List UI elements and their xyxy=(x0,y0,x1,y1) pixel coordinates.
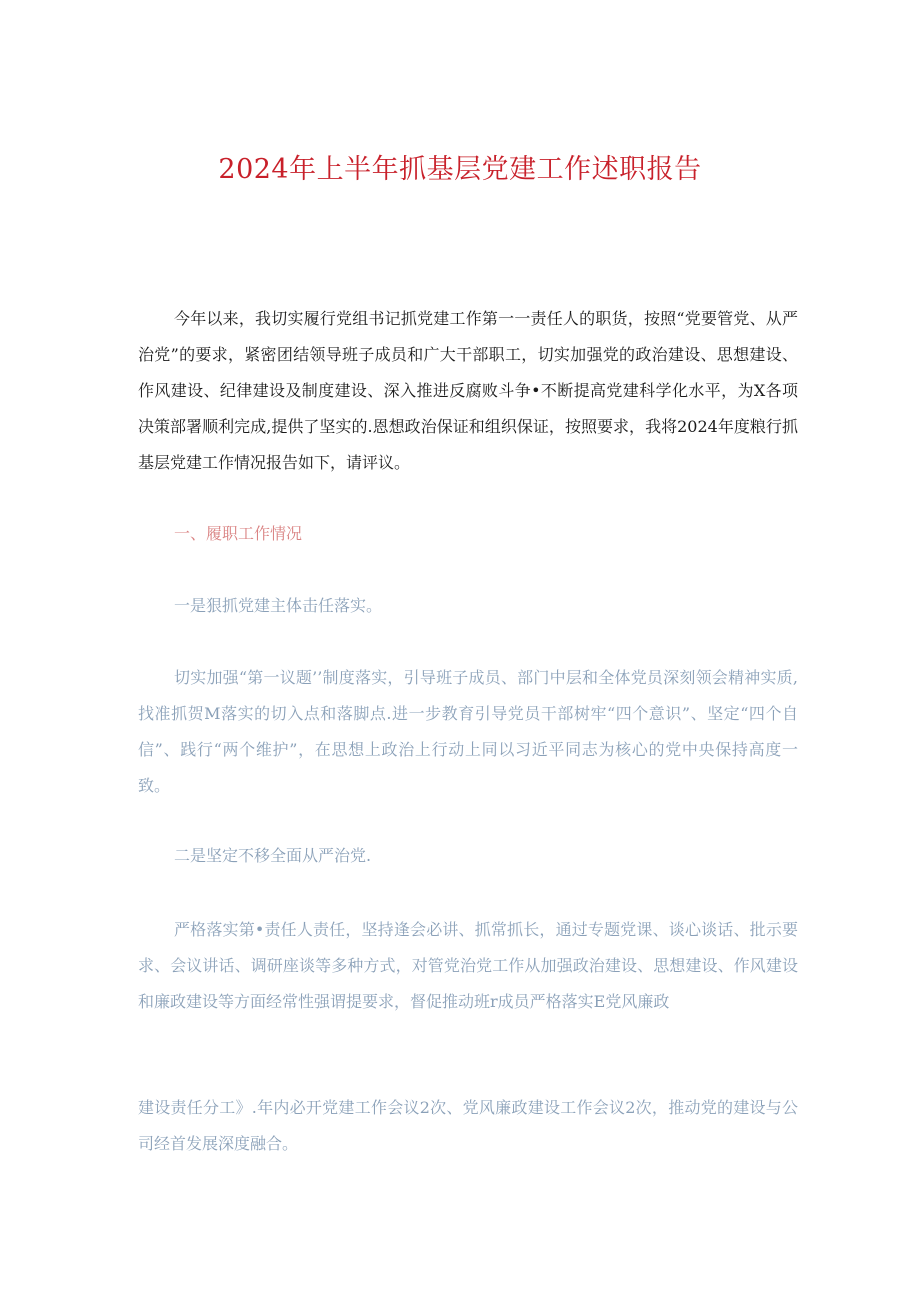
section-heading-performance: 一、履职工作情况 xyxy=(174,524,303,543)
subheading-strict-governance: 二是坚定不移全面从严治党. xyxy=(174,846,372,865)
paragraph-strict-governance: 严格落实第•责任人责任，坚持逢会必讲、抓常抓长，通过专题党课、谈心谈话、批示要求、会议讲话、调研座谈等多种方式，对管党治党工作从加强政治建设、思想建设、作风建设和廉政建设等方面经常性强谓提要求，督促推动班r成员严格落实E党风廉政 xyxy=(138,920,798,1011)
paragraph-responsibility: 切实加强“第一议题’’制度落实，引导班子成员、部门中层和全体党员深刻领会精神实质,找准抓贺M落实的切入点和落脚点.进一步教育引导党员干部树牢“四个意识”、坚定“四个自信”、践行“两个维护”，在思想上政治上行动上同以习近平同志为核心的党中央保持高度一致。 xyxy=(138,668,798,795)
paragraph-strict-governance-continued: 建设责任分工》.年内必开党建工作会议2次、党风廉政建设工作会议2次，推动党的建设与公司经首发展深度融合。 xyxy=(138,1098,798,1153)
document-title: 2024年上半年抓基层党建工作述职报告 xyxy=(218,154,702,185)
subheading-responsibility: 一是狠抓党建主体击任落实。 xyxy=(174,596,383,615)
intro-paragraph: 今年以来，我切实履行党组书记抓党建工作第一一责任人的职货，按照“党要管党、从严治党”的要求，紧密团结领导班子成员和广大干部职工，切实加强党的政治建设、思想建设、作风建设、纪律建设及制度建设、深入推进反腐败斗争•不断提高党建科学化水平，为X各项决策部署顺利完成,提供了坚实的.恩想政治保证和组织保证，按照要求，我将2024年度粮行抓基层党建工作情况报告如下，请评议。 xyxy=(138,309,798,472)
